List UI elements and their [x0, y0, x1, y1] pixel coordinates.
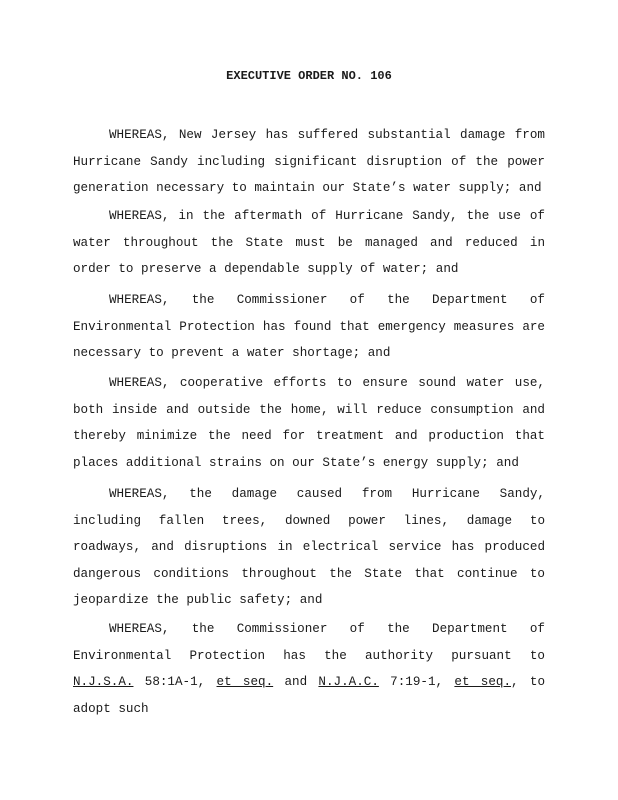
- citation-njsa: N.J.S.A.: [73, 675, 134, 690]
- citation-et-seq-1: et seq.: [216, 675, 274, 690]
- paragraph-4: WHEREAS, cooperative efforts to ensure sound water use, both inside and outside the home, will reduce consumption and thereby minimize the need for treatment and production that places additional strains on our State’s energy supply; and: [73, 376, 545, 470]
- paragraph-3: WHEREAS, the Commissioner of the Department of Environmental Protection has found that emergency measures are necessary to prevent a water shortage; and: [73, 293, 545, 361]
- paragraph-6-text-3: and: [273, 675, 319, 690]
- citation-njac: N.J.A.C.: [318, 675, 379, 690]
- citation-et-seq-2: et seq.: [454, 675, 512, 690]
- document-title: EXECUTIVE ORDER NO. 106: [226, 69, 392, 83]
- paragraph-6: [73, 616, 545, 722]
- paragraph-2: WHEREAS, in the aftermath of Hurricane Sandy, the use of water throughout the State must be managed and reduced in order to preserve a dependable supply of water; and: [73, 209, 545, 277]
- paragraph-5: WHEREAS, the damage caused from Hurricane Sandy, including fallen trees, downed power lines, damage to roadways, and disruptions in electrical service has produced dangerous conditions throughout the State that continue to jeopardize the public safety; and: [73, 487, 545, 608]
- paragraph-6-text-4: 7:19-1,: [378, 675, 455, 690]
- paragraph-6-text-2: 58:1A-1,: [133, 675, 217, 690]
- paragraph-6-text-1: WHEREAS, the Commissioner of the Department of Environmental Protection has the authority pursuant to: [73, 622, 545, 663]
- paragraph-1: WHEREAS, New Jersey has suffered substantial damage from Hurricane Sandy including significant disruption of the power generation necessary to maintain our State’s water supply; and: [73, 128, 545, 196]
- paragraph-6-text-5: , to adopt such: [73, 675, 545, 716]
